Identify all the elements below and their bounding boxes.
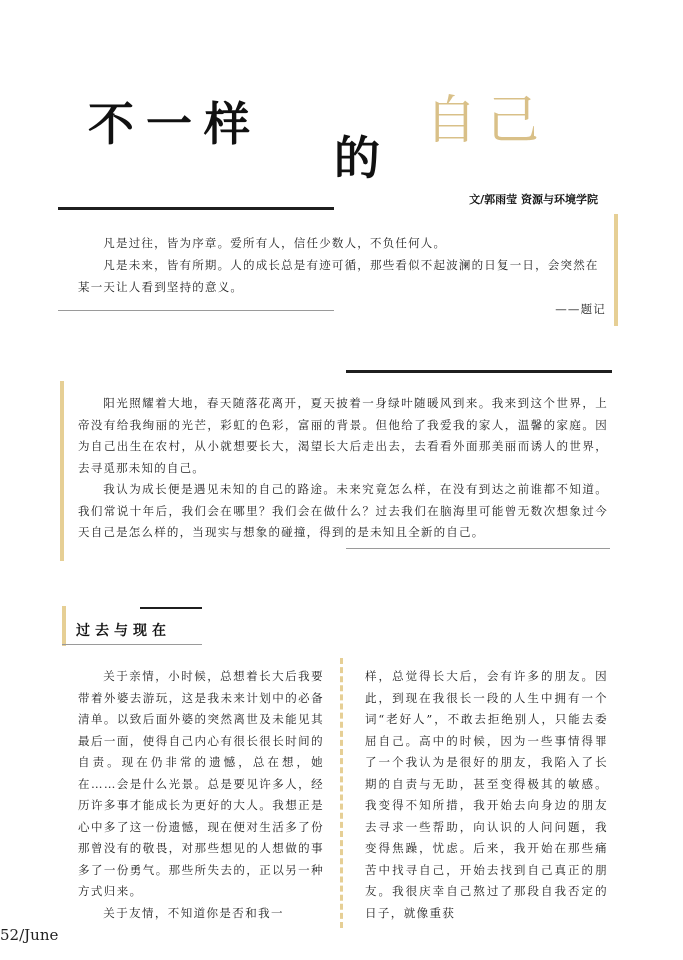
title-part-1: 不一样	[88, 97, 262, 151]
title-part-3: 自己	[425, 91, 550, 151]
author-byline: 文/郭雨莹 资源与环境学院	[469, 193, 598, 206]
left-paragraph-1: 关于亲情，小时候，总想着长大后我要带着外婆去游玩，这是我未来计划中的必备清单。以致后面外婆的突然离世及未能见其最后一面，使得自己内心有很长很长时间的自责。现在仍非常的遗憾，总在想，她在……会是什么光景。总是要见许多人，经历许多事才能成长为更好的大人。我想正是心中多了这一份遗憾，现在便对生活多了份那曾没有的敬畏，对那些想见的人想做的事多了一份勇气。那些所失去的，正以另一种方式归来。	[78, 669, 324, 898]
title-part-2: 的	[334, 131, 380, 185]
epigraph-line-1: 凡是过往，皆为序章。爱所有人，信任少数人，不负任何人。	[103, 236, 447, 250]
right-paragraph-1: 样，总觉得长大后，会有许多的朋友。因此，到现在我很长一段的人生中拥有一个词“老好人”，不敢去拒绝别人，只能去委屈自己。高中的时候，因为一些事情得罪了一个我认为是很好的朋友，我陷入了长期的自责与无助，甚至变得极其的敏感。我变得不知所措，我开始去向身边的朋友去寻求一些帮助，向认识的人问问题，我变得焦躁，忧虑。后来，我开始在那些痛苦中找寻自己，开始去找到自己真正的朋友。我很庆幸自己熬过了那段自我否定的日子，就像重获	[365, 669, 608, 920]
epigraph	[78, 232, 606, 320]
heading-bottom-rule	[62, 644, 202, 645]
intro-paragraph-1: 阳光照耀着大地，春天随落花离开，夏天披着一身绿叶随暖风到来。我来到这个世界，上帝没有给我绚丽的光芒，彩虹的色彩，富丽的背景。但他给了我爱我的家人，温馨的家庭。因为自己出生在农村，从小就想要长大，渴望长大后走出去，去看看外面那美丽而诱人的世界，去寻觅那未知的自己。	[78, 396, 608, 475]
heading-side-bar	[62, 606, 66, 646]
epigraph-top-rule	[58, 207, 334, 210]
column-right	[365, 666, 608, 924]
heading-top-rule	[140, 607, 202, 609]
epigraph-signature: ——题记	[555, 302, 606, 316]
page-footer: 52/June	[0, 926, 59, 944]
column-divider	[340, 658, 343, 928]
intro-section	[78, 393, 608, 544]
intro-paragraph-2: 我认为成长便是遇见未知的自己的路途。未来究竟怎么样，在没有到达之前谁都不知道。我们常说十年后，我们会在哪里？我们会在做什么？过去我们在脑海里可能曾无数次想象过今天自己是怎么样的，当现实与想象的碰撞，得到的是未知且全新的自己。	[78, 482, 608, 539]
column-left	[78, 666, 324, 924]
intro-bottom-rule	[346, 548, 610, 549]
intro-top-rule	[346, 370, 612, 373]
epigraph-line-2: 凡是未来，皆有所期。人的成长总是有迹可循，那些看似不起波澜的日复一日，会突然在某一天让人看到坚持的意义。	[78, 258, 599, 294]
epigraph-bottom-rule	[58, 310, 334, 311]
left-paragraph-2: 关于友情，不知道你是否和我一	[103, 905, 284, 920]
section-heading: 过去与现在	[76, 623, 171, 639]
epigraph-side-bar	[614, 214, 618, 326]
intro-side-bar	[60, 381, 64, 561]
